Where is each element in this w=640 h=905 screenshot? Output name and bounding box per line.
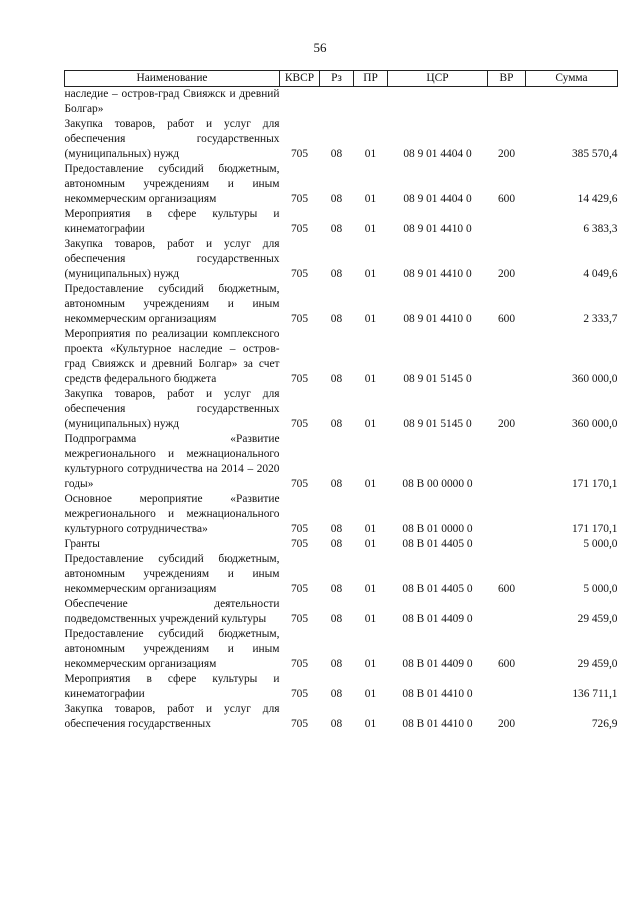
cell-sum: [526, 87, 618, 118]
cell-rz: 08: [330, 523, 343, 535]
table-body: [65, 87, 618, 733]
cell-pr: 01: [364, 613, 377, 625]
cell-csr: 08 В 01 4405 0: [402, 583, 473, 595]
cell-pr: 01: [364, 148, 377, 160]
column-header-vr: ВР: [488, 71, 526, 87]
cell-pr: [354, 87, 388, 118]
table-row: [65, 432, 618, 492]
cell-kvsr: [280, 87, 320, 118]
cell-pr: 01: [364, 268, 377, 280]
cell-pr: 01: [364, 418, 377, 430]
cell-vr: [488, 327, 526, 387]
table-row: [65, 387, 618, 432]
cell-csr: 08 В 01 4405 0: [402, 538, 473, 550]
cell-name: Мероприятия в сфере культуры и кинематографии: [64, 673, 280, 700]
cell-kvsr: 705: [290, 523, 309, 535]
cell-rz: 08: [330, 373, 343, 385]
table-row: [65, 207, 618, 237]
table-row: [65, 552, 618, 597]
column-header-kvsr: КВСР: [280, 71, 320, 87]
cell-name: Обеспечение деятельности подведомственных учреждений культуры: [64, 598, 280, 625]
cell-csr: 08 9 01 4404 0: [403, 193, 472, 205]
cell-name: Закупка товаров, работ и услуг для обеспечения государственных (муниципальных) нужд: [64, 388, 280, 430]
cell-kvsr: 705: [290, 418, 309, 430]
column-header-csr: ЦСР: [388, 71, 488, 87]
table-row: [65, 162, 618, 207]
cell-rz: 08: [330, 313, 343, 325]
cell-csr: 08 9 01 5145 0: [403, 373, 472, 385]
cell-csr: 08 9 01 5145 0: [403, 418, 472, 430]
table-row: [65, 672, 618, 702]
cell-sum: 2 333,7: [583, 313, 618, 325]
cell-name: Мероприятия по реализации комплексного проекта «Культурное наследие – остров-град Свияжск и древний Болгар» за счет средств федерального бюджета: [64, 328, 280, 385]
cell-csr: 08 В 01 4409 0: [402, 613, 473, 625]
cell-name: Мероприятия в сфере культуры и кинематографии: [64, 208, 280, 235]
cell-csr: 08 9 01 4404 0: [403, 148, 472, 160]
cell-name: Закупка товаров, работ и услуг для обеспечения государственных (муниципальных) нужд: [64, 118, 280, 160]
cell-vr: 600: [497, 313, 516, 325]
cell-csr: 08 В 01 4410 0: [402, 718, 473, 730]
cell-pr: 01: [364, 373, 377, 385]
cell-pr: 01: [364, 538, 377, 550]
cell-rz: 08: [330, 688, 343, 700]
cell-kvsr: 705: [290, 538, 309, 550]
cell-csr: 08 В 00 0000 0: [402, 478, 473, 490]
cell-rz: 08: [330, 658, 343, 670]
cell-rz: 08: [330, 718, 343, 730]
cell-vr: 600: [497, 193, 516, 205]
table-row: [65, 537, 618, 552]
cell-vr: 600: [497, 583, 516, 595]
budget-table: [64, 70, 618, 732]
cell-vr: 200: [497, 268, 516, 280]
cell-rz: 08: [330, 583, 343, 595]
cell-rz: 08: [330, 193, 343, 205]
cell-sum: 29 459,0: [577, 658, 618, 670]
cell-name: Предоставление субсидий бюджетным, автономным учреждениям и иным некоммерческим организациям: [64, 163, 280, 205]
cell-sum: 5 000,0: [583, 583, 618, 595]
cell-name: Предоставление субсидий бюджетным, автономным учреждениям и иным некоммерческим организациям: [64, 553, 280, 595]
cell-kvsr: 705: [290, 268, 309, 280]
cell-rz: 08: [330, 148, 343, 160]
cell-kvsr: 705: [290, 688, 309, 700]
cell-pr: 01: [364, 313, 377, 325]
cell-rz: 08: [330, 613, 343, 625]
table-row: [65, 117, 618, 162]
column-header-pr: ПР: [354, 71, 388, 87]
table-row: [65, 327, 618, 387]
cell-sum: 726,9: [591, 718, 618, 730]
cell-name: Закупка товаров, работ и услуг для обеспечения государственных (муниципальных) нужд: [64, 238, 280, 280]
cell-vr: 200: [497, 718, 516, 730]
cell-kvsr: 705: [290, 193, 309, 205]
cell-vr: 600: [497, 658, 516, 670]
cell-kvsr: 705: [290, 478, 309, 490]
cell-sum: 4 049,6: [583, 268, 618, 280]
cell-kvsr: 705: [290, 313, 309, 325]
cell-vr: [488, 432, 526, 492]
cell-sum: 29 459,0: [577, 613, 618, 625]
column-header-name: Наименование: [65, 71, 280, 87]
column-header-rz: Рз: [320, 71, 354, 87]
cell-vr: [488, 207, 526, 237]
cell-kvsr: 705: [290, 658, 309, 670]
cell-rz: 08: [330, 268, 343, 280]
cell-kvsr: 705: [290, 223, 309, 235]
cell-pr: 01: [364, 193, 377, 205]
cell-vr: [488, 537, 526, 552]
table-row: [65, 282, 618, 327]
cell-vr: [488, 87, 526, 118]
table-row: [65, 492, 618, 537]
cell-name: Основное мероприятие «Развитие межрегионального и межнационального культурного сотрудничества»: [64, 493, 280, 535]
cell-sum: 136 711,1: [572, 688, 618, 700]
cell-name: Предоставление субсидий бюджетным, автономным учреждениям и иным некоммерческим организациям: [64, 283, 280, 325]
cell-csr: 08 В 01 0000 0: [402, 523, 473, 535]
cell-vr: 200: [497, 418, 516, 430]
table-row: [65, 627, 618, 672]
cell-name: наследие – остров-град Свияжск и древний Болгар»: [64, 88, 280, 115]
cell-pr: 01: [364, 523, 377, 535]
cell-rz: 08: [330, 223, 343, 235]
cell-csr: 08 9 01 4410 0: [403, 313, 472, 325]
cell-rz: 08: [330, 418, 343, 430]
cell-vr: [488, 597, 526, 627]
table-row: [65, 597, 618, 627]
cell-csr: 08 9 01 4410 0: [403, 223, 472, 235]
cell-vr: [488, 492, 526, 537]
cell-pr: 01: [364, 658, 377, 670]
cell-pr: 01: [364, 478, 377, 490]
cell-sum: 171 170,1: [571, 478, 618, 490]
cell-sum: 14 429,6: [577, 193, 618, 205]
cell-name: Закупка товаров, работ и услуг для обеспечения государственных: [64, 703, 280, 730]
cell-csr: [388, 87, 488, 118]
cell-vr: [488, 672, 526, 702]
cell-pr: 01: [364, 583, 377, 595]
table-row: [65, 87, 618, 118]
cell-name: Гранты: [64, 538, 100, 550]
cell-sum: 385 570,4: [571, 148, 618, 160]
cell-sum: 360 000,0: [571, 418, 618, 430]
table-row: [65, 237, 618, 282]
cell-rz: 08: [330, 478, 343, 490]
cell-pr: 01: [364, 223, 377, 235]
cell-csr: 08 В 01 4409 0: [402, 658, 473, 670]
cell-pr: 01: [364, 718, 377, 730]
cell-kvsr: 705: [290, 373, 309, 385]
table-row: [65, 702, 618, 732]
column-header-sum: Сумма: [526, 71, 618, 87]
cell-kvsr: 705: [290, 718, 309, 730]
cell-name: Подпрограмма «Развитие межрегионального и межнационального культурного сотрудничества на 2014 – 2020 годы»: [64, 433, 280, 490]
cell-sum: 360 000,0: [571, 373, 618, 385]
cell-name: Предоставление субсидий бюджетным, автономным учреждениям и иным некоммерческим организациям: [64, 628, 280, 670]
page-number: 56: [313, 40, 327, 55]
cell-rz: [320, 87, 354, 118]
cell-vr: 200: [497, 148, 516, 160]
cell-kvsr: 705: [290, 613, 309, 625]
cell-sum: 5 000,0: [583, 538, 618, 550]
cell-kvsr: 705: [290, 148, 309, 160]
cell-csr: 08 В 01 4410 0: [402, 688, 473, 700]
cell-pr: 01: [364, 688, 377, 700]
cell-rz: 08: [330, 538, 343, 550]
cell-sum: 171 170,1: [571, 523, 618, 535]
table-header-row: [65, 71, 618, 87]
cell-kvsr: 705: [290, 583, 309, 595]
cell-csr: 08 9 01 4410 0: [403, 268, 472, 280]
cell-sum: 6 383,3: [583, 223, 618, 235]
